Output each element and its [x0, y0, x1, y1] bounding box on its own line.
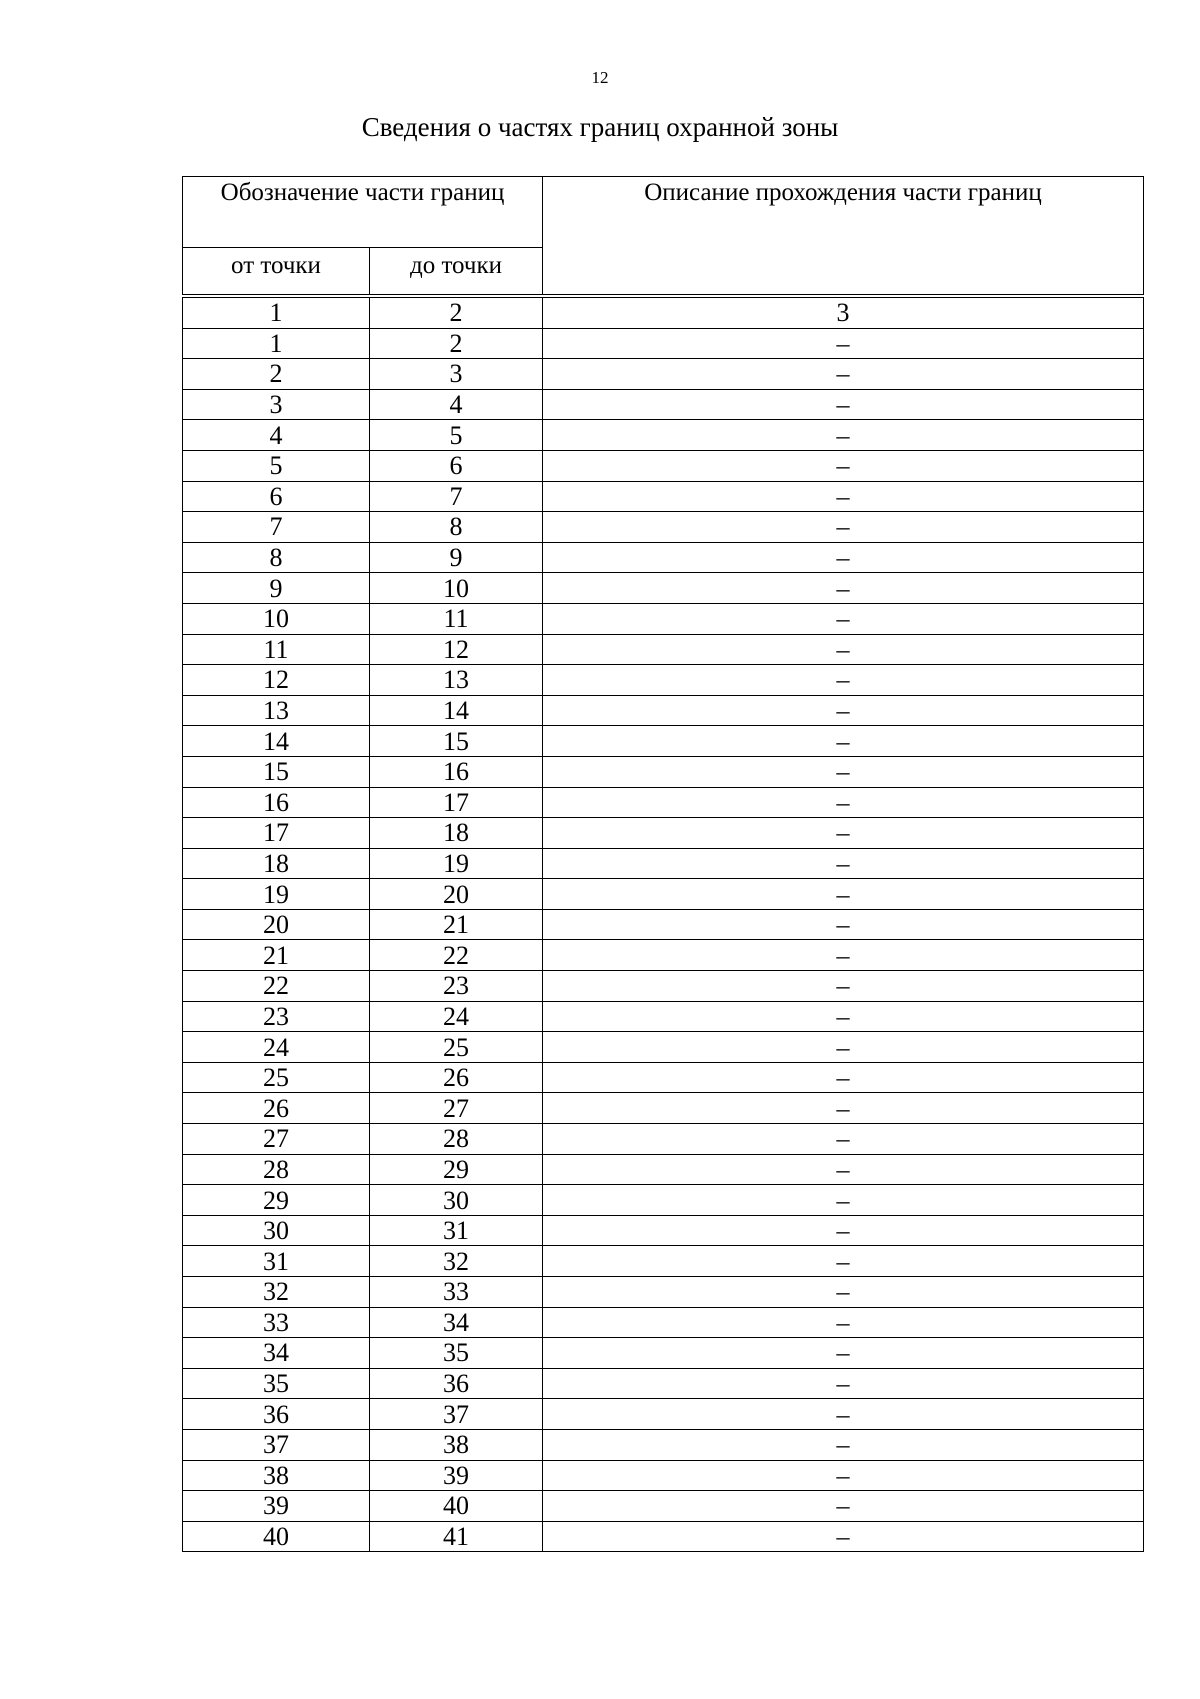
from-point-cell: 34 [183, 1338, 370, 1369]
table-row [183, 940, 1144, 971]
from-point-cell: 16 [183, 787, 370, 818]
from-point-cell: 6 [183, 481, 370, 512]
table-row [183, 1124, 1144, 1155]
description-cell: – [543, 1307, 1144, 1338]
description-cell: – [543, 328, 1144, 359]
table-row [183, 603, 1144, 634]
from-point-cell: 25 [183, 1062, 370, 1093]
from-point-cell: 20 [183, 909, 370, 940]
from-point-cell: 15 [183, 756, 370, 787]
from-point-cell: 32 [183, 1277, 370, 1308]
to-point-cell: 5 [370, 420, 543, 451]
to-point-cell: 18 [370, 818, 543, 849]
to-point-cell: 41 [370, 1521, 543, 1552]
column-index-row [183, 298, 1144, 329]
table-row [183, 695, 1144, 726]
from-point-cell: 33 [183, 1307, 370, 1338]
column-index-cell: 2 [370, 298, 543, 329]
from-point-cell: 8 [183, 542, 370, 573]
table-row [183, 450, 1144, 481]
table-row [183, 971, 1144, 1002]
description-cell: – [543, 848, 1144, 879]
description-cell: – [543, 1032, 1144, 1063]
to-point-cell: 38 [370, 1429, 543, 1460]
to-point-cell: 37 [370, 1399, 543, 1430]
to-point-cell: 31 [370, 1215, 543, 1246]
from-point-cell: 3 [183, 389, 370, 420]
description-cell: – [543, 1246, 1144, 1277]
from-point-cell: 10 [183, 603, 370, 634]
header-boundary-description: Описание прохождения части границ [543, 177, 1144, 295]
to-point-cell: 4 [370, 389, 543, 420]
table-row [183, 726, 1144, 757]
table-row [183, 1093, 1144, 1124]
table-row [183, 1338, 1144, 1369]
table-row [183, 328, 1144, 359]
from-point-cell: 18 [183, 848, 370, 879]
to-point-cell: 34 [370, 1307, 543, 1338]
description-cell: – [543, 971, 1144, 1002]
from-point-cell: 30 [183, 1215, 370, 1246]
description-cell: – [543, 665, 1144, 696]
to-point-cell: 9 [370, 542, 543, 573]
description-cell: – [543, 1338, 1144, 1369]
from-point-cell: 24 [183, 1032, 370, 1063]
to-point-cell: 30 [370, 1185, 543, 1216]
description-cell: – [543, 573, 1144, 604]
description-cell: – [543, 512, 1144, 543]
table-row [183, 1032, 1144, 1063]
table-row [183, 512, 1144, 543]
from-point-cell: 39 [183, 1491, 370, 1522]
table-row [183, 818, 1144, 849]
from-point-cell: 12 [183, 665, 370, 696]
to-point-cell: 3 [370, 359, 543, 390]
table-row [183, 542, 1144, 573]
to-point-cell: 32 [370, 1246, 543, 1277]
table-row [183, 1246, 1144, 1277]
description-cell: – [543, 756, 1144, 787]
to-point-cell: 8 [370, 512, 543, 543]
description-cell: – [543, 1429, 1144, 1460]
table-row [183, 1307, 1144, 1338]
to-point-cell: 11 [370, 603, 543, 634]
table-row [183, 1001, 1144, 1032]
description-cell: – [543, 1521, 1144, 1552]
table-row [183, 389, 1144, 420]
from-point-cell: 26 [183, 1093, 370, 1124]
to-point-cell: 19 [370, 848, 543, 879]
header-from-point: от точки [183, 248, 370, 295]
from-point-cell: 29 [183, 1185, 370, 1216]
table-row [183, 1491, 1144, 1522]
description-cell: – [543, 879, 1144, 910]
page-number: 12 [591, 68, 609, 87]
to-point-cell: 26 [370, 1062, 543, 1093]
table-row [183, 1368, 1144, 1399]
table-row [183, 573, 1144, 604]
from-point-cell: 28 [183, 1154, 370, 1185]
from-point-cell: 35 [183, 1368, 370, 1399]
description-cell: – [543, 1185, 1144, 1216]
description-cell: – [543, 726, 1144, 757]
from-point-cell: 37 [183, 1429, 370, 1460]
table-row [183, 879, 1144, 910]
description-cell: – [543, 603, 1144, 634]
description-cell: – [543, 1368, 1144, 1399]
from-point-cell: 21 [183, 940, 370, 971]
from-point-cell: 22 [183, 971, 370, 1002]
to-point-cell: 14 [370, 695, 543, 726]
description-cell: – [543, 634, 1144, 665]
description-cell: – [543, 450, 1144, 481]
to-point-cell: 23 [370, 971, 543, 1002]
from-point-cell: 40 [183, 1521, 370, 1552]
table-row [183, 1154, 1144, 1185]
to-point-cell: 24 [370, 1001, 543, 1032]
description-cell: – [543, 389, 1144, 420]
header-boundary-designation: Обозначение части границ [183, 177, 543, 248]
description-cell: – [543, 1215, 1144, 1246]
to-point-cell: 12 [370, 634, 543, 665]
table-row [183, 1460, 1144, 1491]
from-point-cell: 5 [183, 450, 370, 481]
description-cell: – [543, 481, 1144, 512]
table-header [182, 176, 1144, 295]
to-point-cell: 10 [370, 573, 543, 604]
from-point-cell: 11 [183, 634, 370, 665]
description-cell: – [543, 818, 1144, 849]
to-point-cell: 7 [370, 481, 543, 512]
table-row [183, 420, 1144, 451]
description-cell: – [543, 695, 1144, 726]
table-row [183, 1521, 1144, 1552]
table-row [183, 665, 1144, 696]
table-body [182, 297, 1144, 1552]
table-row [183, 1277, 1144, 1308]
description-cell: – [543, 909, 1144, 940]
to-point-cell: 33 [370, 1277, 543, 1308]
to-point-cell: 22 [370, 940, 543, 971]
table-row [183, 1062, 1144, 1093]
description-cell: – [543, 1001, 1144, 1032]
to-point-cell: 6 [370, 450, 543, 481]
description-cell: – [543, 420, 1144, 451]
to-point-cell: 13 [370, 665, 543, 696]
description-cell: – [543, 359, 1144, 390]
table-row [183, 787, 1144, 818]
table-row [183, 756, 1144, 787]
from-point-cell: 17 [183, 818, 370, 849]
boundary-parts-table [182, 176, 1144, 1552]
description-cell: – [543, 1491, 1144, 1522]
to-point-cell: 40 [370, 1491, 543, 1522]
from-point-cell: 38 [183, 1460, 370, 1491]
header-to-point: до точки [370, 248, 543, 295]
table-row [183, 481, 1144, 512]
to-point-cell: 27 [370, 1093, 543, 1124]
column-index-cell: 1 [183, 298, 370, 329]
table-row [183, 1185, 1144, 1216]
to-point-cell: 36 [370, 1368, 543, 1399]
to-point-cell: 35 [370, 1338, 543, 1369]
from-point-cell: 2 [183, 359, 370, 390]
table-row [183, 1215, 1144, 1246]
to-point-cell: 17 [370, 787, 543, 818]
description-cell: – [543, 1093, 1144, 1124]
table-row [183, 634, 1144, 665]
table-row [183, 848, 1144, 879]
table-row [183, 909, 1144, 940]
from-point-cell: 14 [183, 726, 370, 757]
from-point-cell: 9 [183, 573, 370, 604]
to-point-cell: 16 [370, 756, 543, 787]
description-cell: – [543, 1460, 1144, 1491]
from-point-cell: 1 [183, 328, 370, 359]
description-cell: – [543, 1399, 1144, 1430]
to-point-cell: 25 [370, 1032, 543, 1063]
from-point-cell: 27 [183, 1124, 370, 1155]
to-point-cell: 15 [370, 726, 543, 757]
to-point-cell: 20 [370, 879, 543, 910]
from-point-cell: 13 [183, 695, 370, 726]
column-index-cell: 3 [543, 298, 1144, 329]
description-cell: – [543, 1124, 1144, 1155]
to-point-cell: 2 [370, 328, 543, 359]
from-point-cell: 23 [183, 1001, 370, 1032]
from-point-cell: 4 [183, 420, 370, 451]
to-point-cell: 21 [370, 909, 543, 940]
description-cell: – [543, 940, 1144, 971]
from-point-cell: 36 [183, 1399, 370, 1430]
description-cell: – [543, 1154, 1144, 1185]
from-point-cell: 31 [183, 1246, 370, 1277]
description-cell: – [543, 787, 1144, 818]
description-cell: – [543, 1062, 1144, 1093]
from-point-cell: 19 [183, 879, 370, 910]
description-cell: – [543, 1277, 1144, 1308]
description-cell: – [543, 542, 1144, 573]
table-row [183, 359, 1144, 390]
page-title: Сведения о частях границ охранной зоны [361, 112, 839, 142]
to-point-cell: 29 [370, 1154, 543, 1185]
table-row [183, 1429, 1144, 1460]
table-row [183, 1399, 1144, 1430]
to-point-cell: 39 [370, 1460, 543, 1491]
from-point-cell: 7 [183, 512, 370, 543]
to-point-cell: 28 [370, 1124, 543, 1155]
